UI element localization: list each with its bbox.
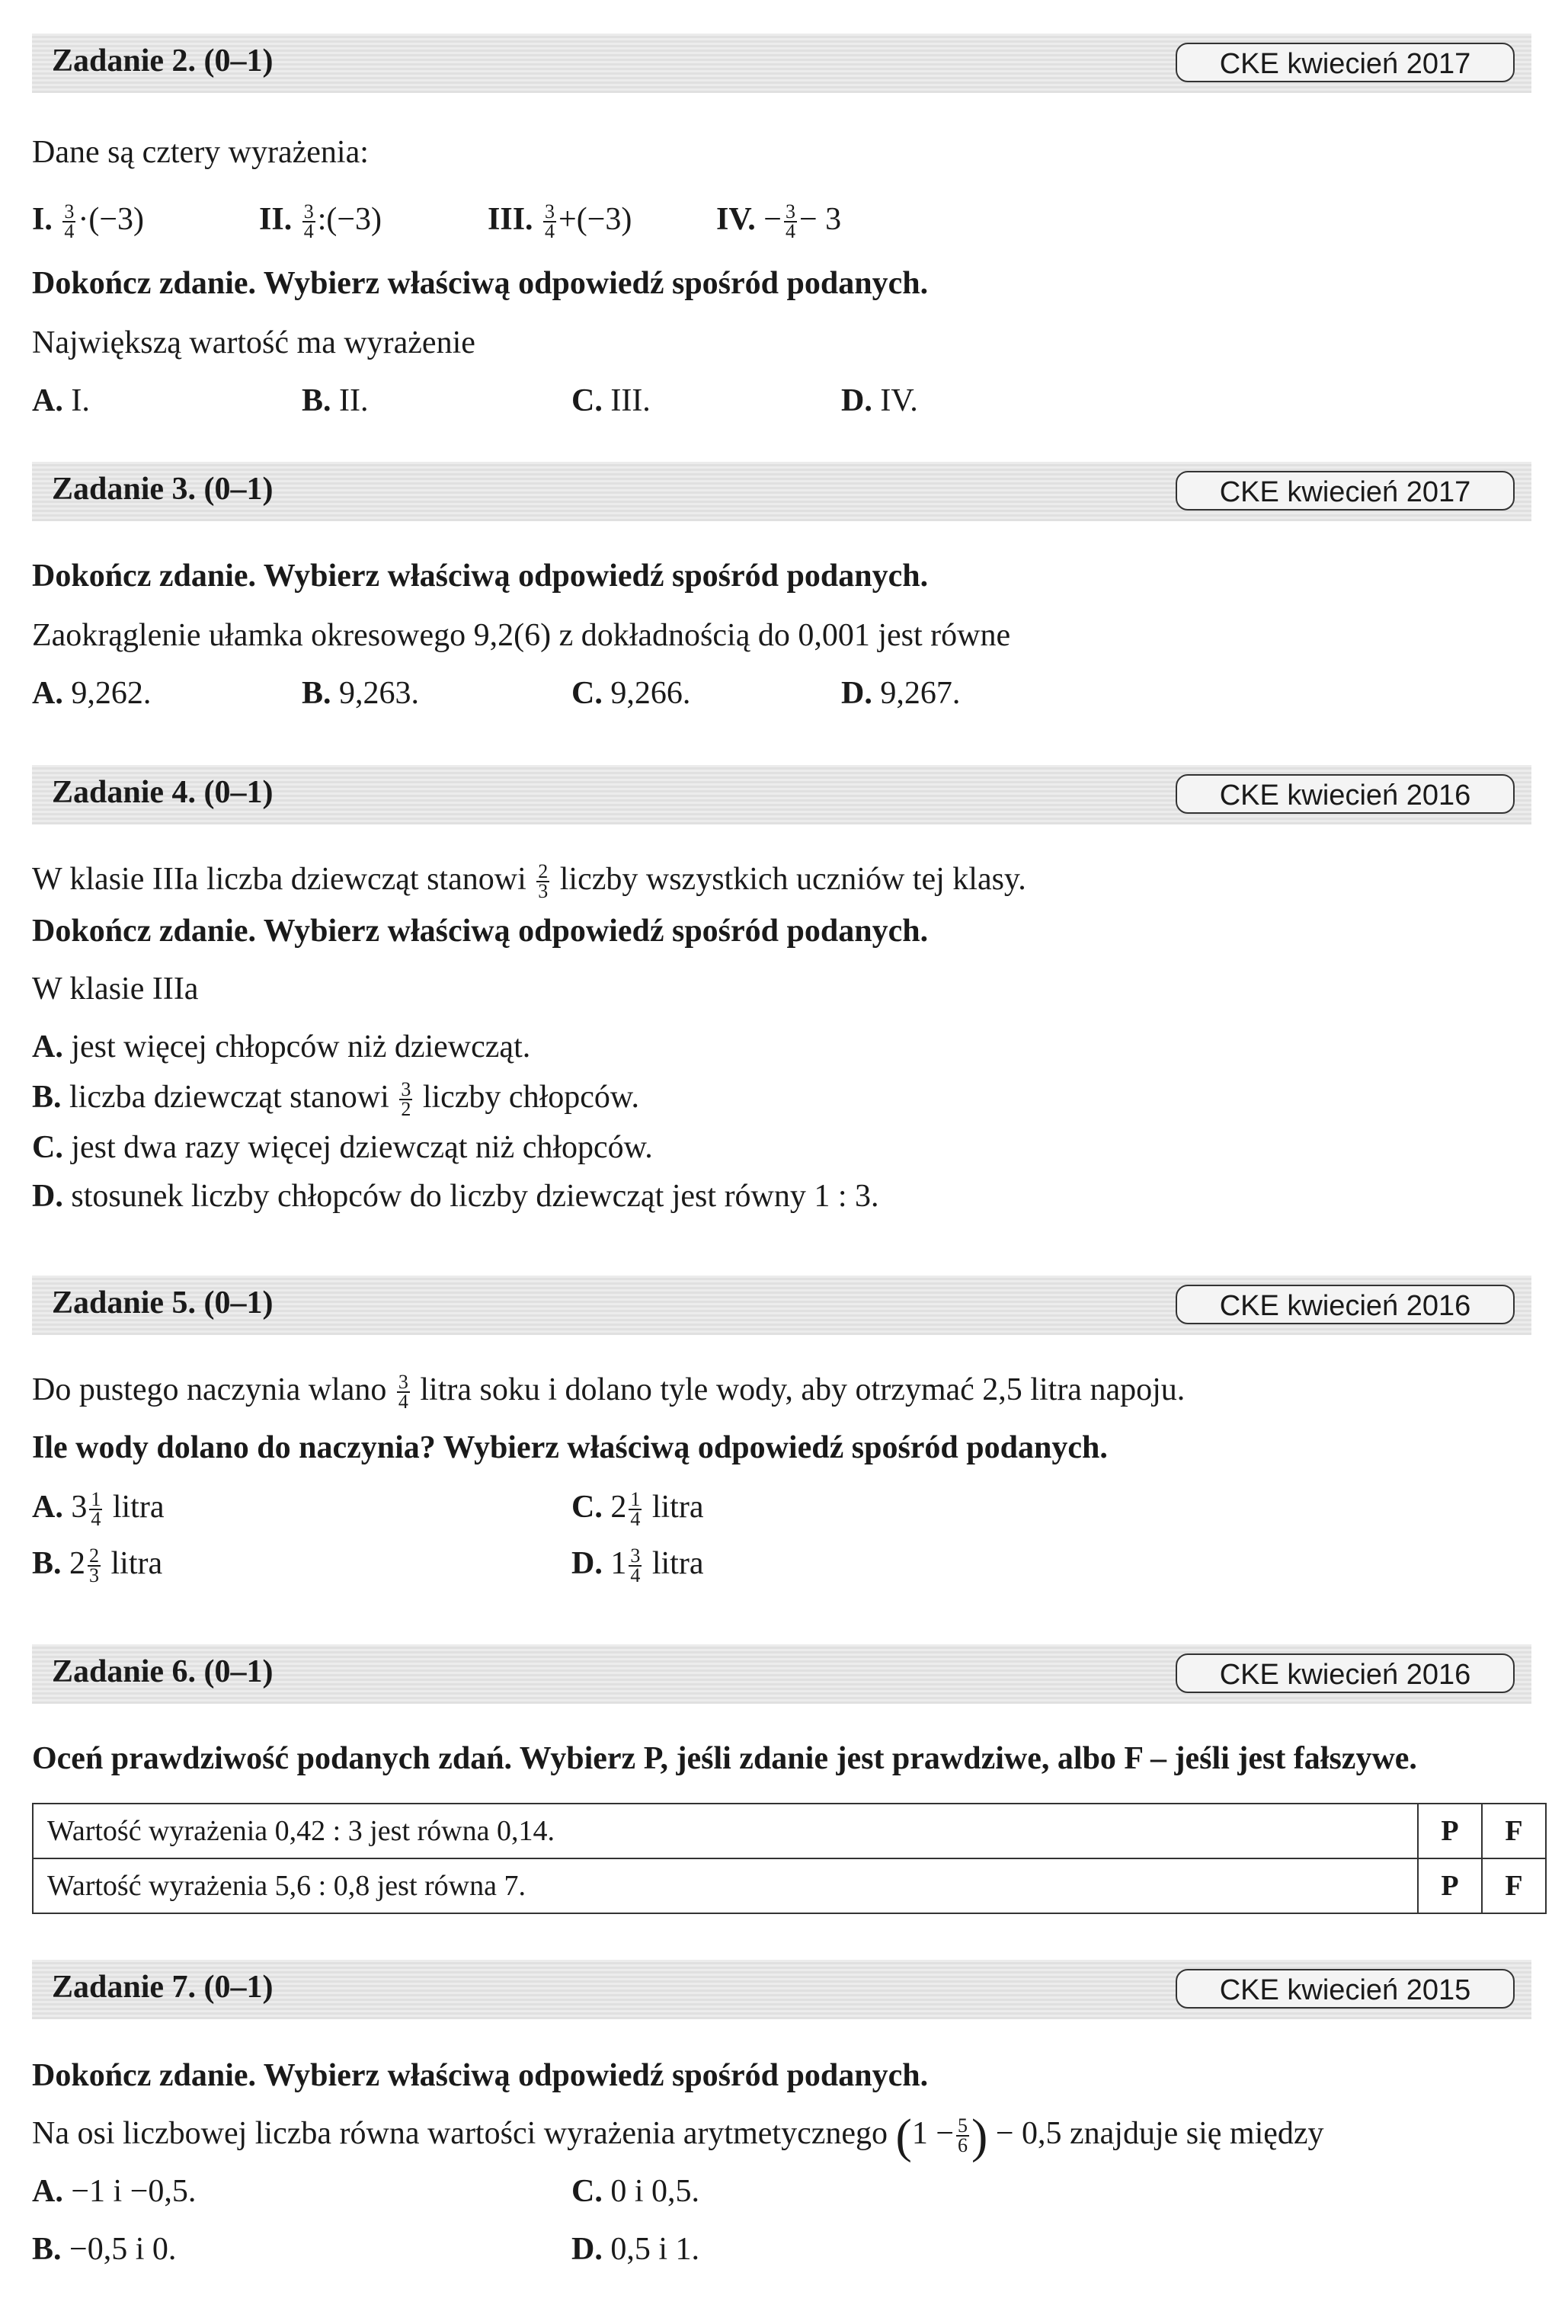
expressions-row: I. $\frac{3}{4}$ ·(−3) xyxy=(32,200,145,243)
fraction: $\frac{1}{4}$ xyxy=(630,1488,641,1531)
task-3-header xyxy=(32,462,1531,521)
true-choice[interactable]: P xyxy=(1418,1858,1482,1913)
answer-option-c[interactable]: C. jest dwa razy więcej dziewcząt niż chłopców. xyxy=(32,1130,653,1165)
answer-option-d[interactable]: D. 0,5 i 1. xyxy=(571,2232,700,2267)
task-intro: W klasie IIIa liczba dziewcząt stanowi $\frac{2}{3}$ liczby wszystkich uczniów tej klasy. xyxy=(32,860,1026,903)
answer-option-d[interactable]: D. 9,267. xyxy=(841,676,961,711)
source-badge: CKE kwiecień 2017 xyxy=(1176,43,1515,82)
fraction: $\frac{3}{4}$ xyxy=(303,200,314,243)
task-instruction: Dokończ zdanie. Wybierz właściwą odpowiedź spośród podanych. xyxy=(32,914,929,949)
false-choice[interactable]: F xyxy=(1482,1804,1546,1858)
answer-option-a[interactable]: A. 9,262. xyxy=(32,676,152,711)
fraction: $\frac{1}{4}$ xyxy=(91,1488,101,1531)
answer-option-d[interactable]: D. stosunek liczby chłopców do liczby dziewcząt jest równy 1 : 3. xyxy=(32,1179,879,1214)
expr-label: I. xyxy=(32,202,53,237)
answer-option-c[interactable]: C. 9,266. xyxy=(571,676,691,711)
table-row xyxy=(33,1804,1546,1858)
task-instruction: Dokończ zdanie. Wybierz właściwą odpowiedź spośród podanych. xyxy=(32,266,929,301)
statement-cell: Wartość wyrażenia 5,6 : 0,8 jest równa 7. xyxy=(33,1858,1418,1913)
task-instruction: Oceń prawdziwość podanych zdań. Wybierz P, jeśli zdanie jest prawdziwe, albo F – jeśli jest fałszywe. xyxy=(32,1741,1417,1776)
task-7-header xyxy=(32,1960,1531,2019)
expression-iv: IV. − $\frac{3}{4}$ − 3 xyxy=(716,200,842,243)
true-false-table xyxy=(32,1803,1547,1914)
false-choice[interactable]: F xyxy=(1482,1858,1546,1913)
fraction: $\frac{3}{4}$ xyxy=(785,200,795,243)
task-instruction: Ile wody dolano do naczynia? Wybierz właściwą odpowiedź spośród podanych. xyxy=(32,1430,1108,1465)
expression-ii: II. $\frac{3}{4}$ :(−3) xyxy=(259,200,382,243)
fraction: $\frac{3}{4}$ xyxy=(64,200,75,243)
task-instruction: Dokończ zdanie. Wybierz właściwą odpowiedź spośród podanych. xyxy=(32,559,929,594)
task-title: Zadanie 7. (0–1) xyxy=(52,1970,274,2005)
task-instruction: Dokończ zdanie. Wybierz właściwą odpowiedź spośród podanych. xyxy=(32,2058,929,2093)
task-stem: Zaokrąglenie ułamka okresowego 9,2(6) z dokładnością do 0,001 jest równe xyxy=(32,618,1011,653)
fraction: $\frac{2}{3}$ xyxy=(89,1545,100,1587)
task-intro: Do pustego naczynia wlano $\frac{3}{4}$ litra soku i dolano tyle wody, aby otrzymać 2,5 litra napoju. xyxy=(32,1371,1186,1413)
source-badge: CKE kwiecień 2017 xyxy=(1176,471,1515,511)
expression-iii: III. $\frac{3}{4}$ +(−3) xyxy=(488,200,632,243)
answer-option-a[interactable]: A. 3 $\frac{1}{4}$ litra xyxy=(32,1488,165,1531)
task-2-header xyxy=(32,34,1531,93)
answer-option-d[interactable]: D. 1 $\frac{3}{4}$ litra xyxy=(571,1545,704,1587)
task-title: Zadanie 2. (0–1) xyxy=(52,43,274,78)
table-row xyxy=(33,1858,1546,1913)
answer-option-a[interactable]: A. −1 i −0,5. xyxy=(32,2174,197,2209)
answer-option-b[interactable]: B. −0,5 i 0. xyxy=(32,2232,177,2267)
task-stem: Największą wartość ma wyrażenie xyxy=(32,325,475,360)
task-5-header xyxy=(32,1276,1531,1335)
statement-cell: Wartość wyrażenia 0,42 : 3 jest równa 0,14. xyxy=(33,1804,1418,1858)
fraction: $\frac{2}{3}$ xyxy=(538,860,549,903)
answer-option-b[interactable]: B. liczba dziewcząt stanowi $\frac{3}{2}$ liczby chłopców. xyxy=(32,1078,639,1121)
task-4-header xyxy=(32,765,1531,824)
answer-option-d[interactable]: D. IV. xyxy=(841,383,918,418)
source-badge: CKE kwiecień 2015 xyxy=(1176,1969,1515,2009)
true-choice[interactable]: P xyxy=(1418,1804,1482,1858)
task-stem: Na osi liczbowej liczba równa wartości wyrażenia arytmetycznego (1 − $\frac{5}{6}$ ) − 0,5 znajduje się między xyxy=(32,2108,1324,2163)
source-badge: CKE kwiecień 2016 xyxy=(1176,1653,1515,1693)
fraction: $\frac{5}{6}$ xyxy=(958,2114,968,2157)
task-title: Zadanie 3. (0–1) xyxy=(52,472,274,507)
answer-option-c[interactable]: C. 0 i 0,5. xyxy=(571,2174,700,2209)
answer-option-c[interactable]: C. III. xyxy=(571,383,651,418)
task-6-header xyxy=(32,1644,1531,1704)
task-stem: W klasie IIIa xyxy=(32,972,199,1007)
task-title: Zadanie 5. (0–1) xyxy=(52,1285,274,1320)
task-title: Zadanie 6. (0–1) xyxy=(52,1654,274,1689)
task-intro: Dane są cztery wyrażenia: xyxy=(32,135,369,170)
source-badge: CKE kwiecień 2016 xyxy=(1176,1285,1515,1324)
source-badge: CKE kwiecień 2016 xyxy=(1176,774,1515,814)
answer-option-a[interactable]: A. I. xyxy=(32,383,90,418)
answer-option-b[interactable]: B. 2 $\frac{2}{3}$ litra xyxy=(32,1545,163,1587)
fraction: $\frac{3}{4}$ xyxy=(545,200,555,243)
answer-option-a[interactable]: A. jest więcej chłopców niż dziewcząt. xyxy=(32,1029,531,1064)
fraction: $\frac{3}{4}$ xyxy=(630,1545,641,1587)
fraction: $\frac{3}{4}$ xyxy=(398,1371,408,1413)
answer-option-b[interactable]: B. 9,263. xyxy=(302,676,420,711)
answer-option-c[interactable]: C. 2 $\frac{1}{4}$ litra xyxy=(571,1488,704,1531)
answer-option-b[interactable]: B. II. xyxy=(302,383,369,418)
fraction: $\frac{3}{2}$ xyxy=(401,1078,411,1121)
task-title: Zadanie 4. (0–1) xyxy=(52,775,274,810)
